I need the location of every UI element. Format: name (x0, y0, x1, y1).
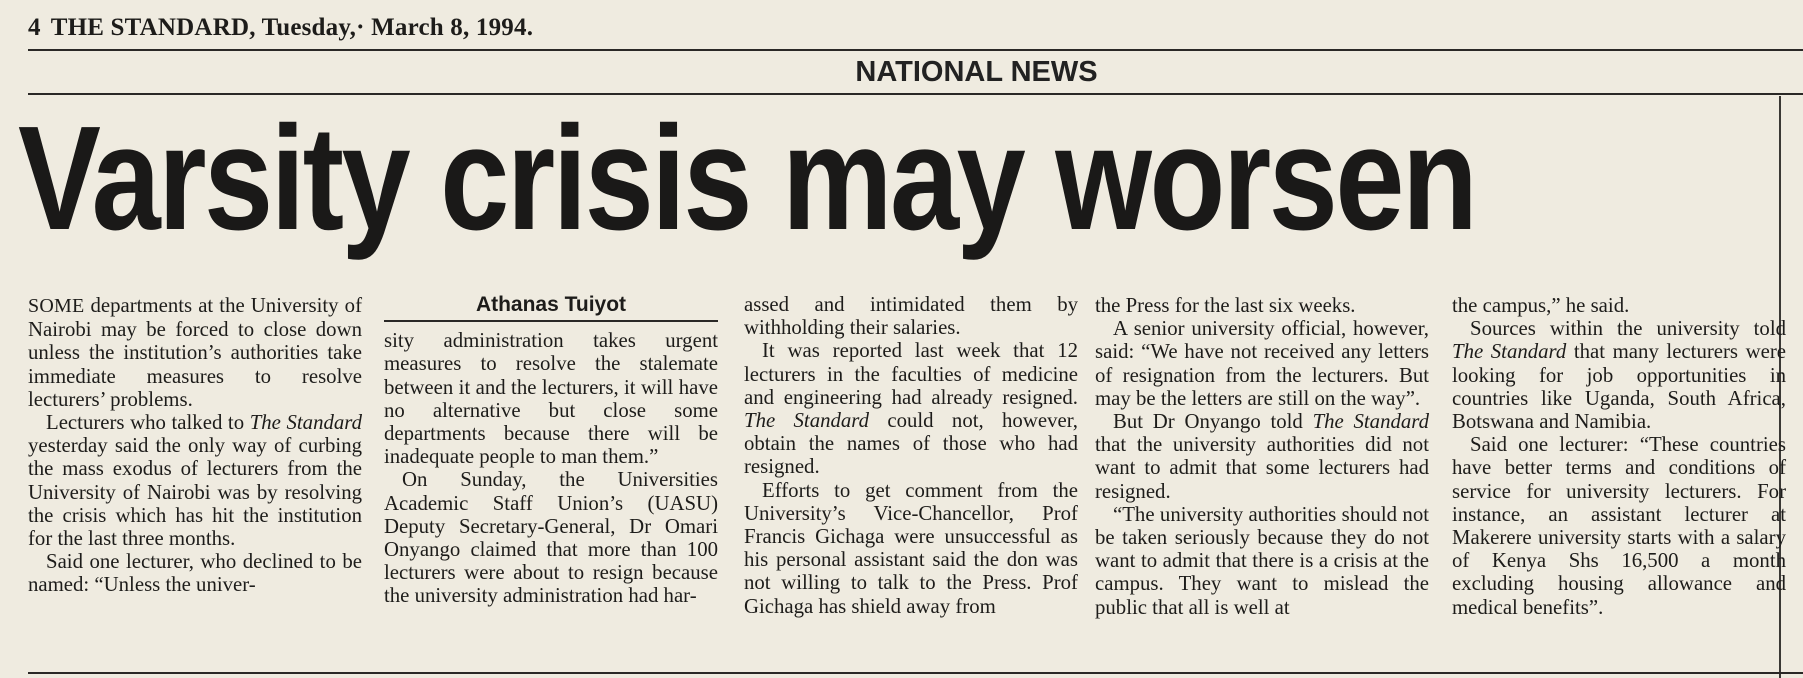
paragraph-text: that many lecturers were looking for job opportunities in countries like Uganda, South Africa, Botswana and Namibia. (1452, 340, 1787, 434)
paragraph (28, 294, 362, 411)
paragraph: A senior university official, however, said: “We have not received any letters of resignation from the lecturers. But may be the letters are still on the way”. (1095, 317, 1429, 410)
top-rule (28, 49, 1803, 51)
publication-name: The Standard (744, 409, 870, 433)
lead-word: SOME (28, 295, 85, 317)
headline: Varsity crisis may worsen (18, 96, 1476, 261)
byline: Athanas Tuiyot (384, 293, 718, 322)
article-column-4 (1095, 294, 1429, 619)
paragraph (28, 411, 362, 550)
article-column-5 (1452, 294, 1786, 619)
paragraph-text: Lecturers who talked to (46, 411, 250, 435)
publication-name: The Standard (1312, 410, 1429, 434)
paragraph-text: that the university authorities did not want to admit that some lecturers had resigned. (1095, 433, 1429, 503)
paragraph-text: departments at the University of Nairobi may be forced to close down unless the institution’s authorities take immediate measures to resolve lecturers’ problems. (28, 294, 362, 411)
bottom-rule (28, 672, 1803, 674)
paragraph (744, 339, 1078, 478)
page-number: 4 (28, 14, 41, 41)
paragraph: the campus,” he said. (1452, 294, 1630, 317)
paragraph-text: could not, however, obtain the names of those who had resigned. (744, 409, 1078, 479)
paragraph (1095, 410, 1429, 503)
paragraph-text: Sources within the university told (1470, 317, 1786, 341)
paragraph-text: But Dr Onyango told (1113, 410, 1313, 434)
publication-name: The Standard (1452, 340, 1567, 364)
section-heading: NATIONAL NEWS (855, 56, 1098, 88)
page-folio (28, 14, 533, 42)
article-column-1 (28, 294, 362, 597)
paragraph: sity administration takes urgent measures to resolve the stalemate between it and the lecturers, it will have no alternative but close some departments because there will be inadequate people to man them.” (384, 329, 718, 469)
publication-name: The Standard (249, 411, 363, 435)
article-column-2 (384, 293, 718, 608)
paragraph: assed and intimidated them by withholding their salaries. (744, 293, 1078, 340)
paragraph-text: It was reported last week that 12 lecturers in the faculties of medicine and engineering had already resigned. (744, 339, 1078, 409)
paragraph: Said one lecturer: “These countries have better terms and conditions of service for university lecturers. For instance, an assistant lecturer at Makerere university starts with a salary of Kenya Shs 16,500 a month excluding housing allowance and medical benefits”. (1452, 433, 1786, 619)
article-column-3 (744, 293, 1078, 618)
paragraph: the Press for the last six weeks. (1095, 294, 1356, 317)
paragraph-text: yesterday said the only way of curbing the mass exodus of lecturers from the University of Nairobi was by resolving the crisis which has hit the institution for the last three months. (28, 434, 362, 551)
paragraph: Efforts to get comment from the University’s Vice-Chancellor, Prof Francis Gichaga were unsuccessful as his personal assistant said the don was not willing to talk to the Press. Prof Gichaga has shield away from (744, 478, 1078, 618)
paragraph: On Sunday, the Universities Academic Staff Union’s (UASU) Deputy Secretary-General, Dr Omari Onyango claimed that more than 100 lecturers were about to resign because the university administration had har- (384, 468, 718, 608)
paragraph (1452, 317, 1786, 433)
paragraph: “The university authorities should not be taken seriously because they do not want to admit that there is a crisis at the campus. They want to mislead the public that all is well at (1095, 502, 1429, 619)
folio-dateline: THE STANDARD, Tuesday,· March 8, 1994. (50, 14, 534, 41)
paragraph: Said one lecturer, who declined to be named: “Unless the univer- (28, 550, 362, 597)
